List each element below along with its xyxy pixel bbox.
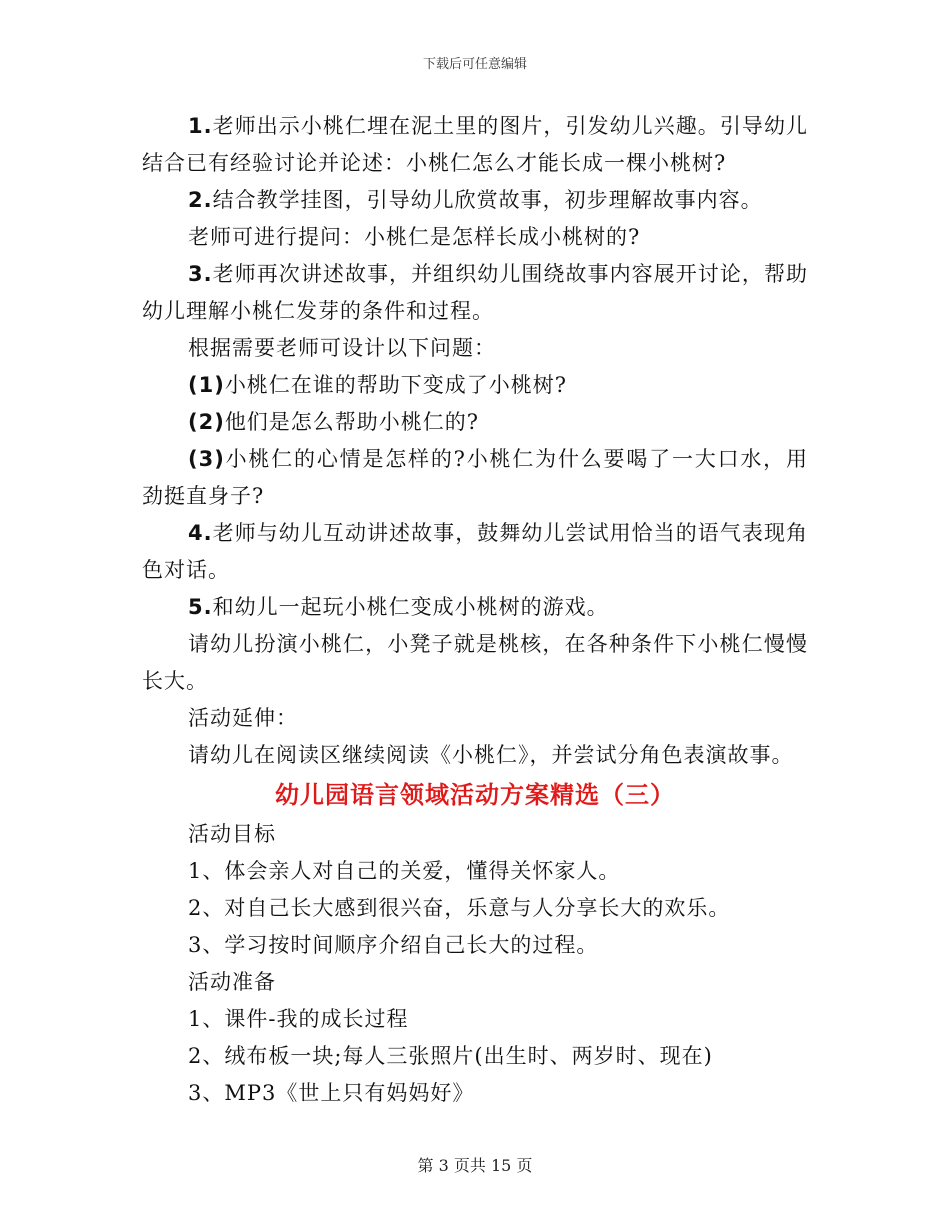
question-1: [142, 367, 808, 404]
preparation-item: 3、MP3《世上只有妈妈好》: [188, 1081, 475, 1105]
question-number: (1): [188, 373, 225, 397]
question-text: 小桃仁在谁的帮助下变成了小桃树?: [224, 373, 568, 397]
step-4-paragraph: [142, 515, 808, 589]
preparation-item: 1、课件-我的成长过程: [188, 1007, 409, 1031]
goal-item: 2、对自己长大感到很兴奋，乐意与人分享长大的欢乐。: [188, 896, 731, 920]
step-number: 1.: [188, 114, 213, 138]
step-text: 结合教学挂图，引导幼儿欣赏故事，初步理解故事内容。: [212, 188, 763, 212]
question-3: [142, 441, 808, 515]
step-text: 和幼儿一起玩小桃仁变成小桃树的游戏。: [212, 595, 609, 619]
teacher-question-paragraph: 老师可进行提问：小桃仁是怎样长成小桃树的?: [188, 225, 641, 249]
goal-item: 3、学习按时间顺序介绍自己长大的过程。: [188, 933, 599, 957]
question-text: 他们是怎么帮助小桃仁的?: [224, 410, 480, 434]
preparation-item: 2、绒布板一块;每人三张照片(出生时、两岁时、现在): [188, 1044, 713, 1068]
question-number: (2): [188, 410, 225, 434]
step-5-paragraph: [142, 589, 808, 626]
step-text: 老师与幼儿互动讲述故事，鼓舞幼儿尝试用恰当的语气表现角色对话。: [142, 521, 808, 582]
section-title: 幼儿园语言领域活动方案精选（三）: [275, 781, 675, 809]
step-3-paragraph: [142, 256, 808, 330]
preparation-heading: 活动准备: [188, 970, 276, 994]
question-number: (3): [188, 447, 225, 471]
header-note: 下载后可任意编辑: [422, 57, 527, 72]
step-number: 5.: [188, 595, 213, 619]
goal-item: 1、体会亲人对自己的关爱，懂得关怀家人。: [188, 859, 621, 883]
extension-paragraph: 请幼儿在阅读区继续阅读《小桃仁》，并尝试分角色表演故事。: [188, 743, 794, 767]
step-text: 老师出示小桃仁埋在泥土里的图片，引发幼儿兴趣。引导幼儿结合已有经验讨论并论述：小桃仁怎么才能长成一棵小桃树?: [142, 114, 808, 175]
step-number: 3.: [188, 262, 213, 286]
step-text: 老师再次讲述故事，并组织幼儿围绕故事内容展开讨论，帮助幼儿理解小桃仁发芽的条件和过程。: [142, 262, 808, 323]
step-1-paragraph: [142, 108, 808, 182]
goals-heading: 活动目标: [188, 822, 276, 846]
questions-intro-paragraph: 根据需要老师可设计以下问题：: [188, 336, 496, 360]
extension-heading: 活动延伸：: [188, 706, 298, 730]
step-number: 4.: [188, 521, 213, 545]
question-2: [142, 404, 808, 441]
step-number: 2.: [188, 188, 213, 212]
question-text: 小桃仁的心情是怎样的?小桃仁为什么要喝了一大口水，用劲挺直身子?: [142, 447, 808, 508]
game-description-paragraph: 请幼儿扮演小桃仁，小凳子就是桃核，在各种条件下小桃仁慢慢长大。: [142, 632, 808, 693]
document-body: [142, 108, 808, 1112]
page-number: 第 3 页共 15 页: [417, 1156, 533, 1175]
step-2-paragraph: [142, 182, 808, 219]
